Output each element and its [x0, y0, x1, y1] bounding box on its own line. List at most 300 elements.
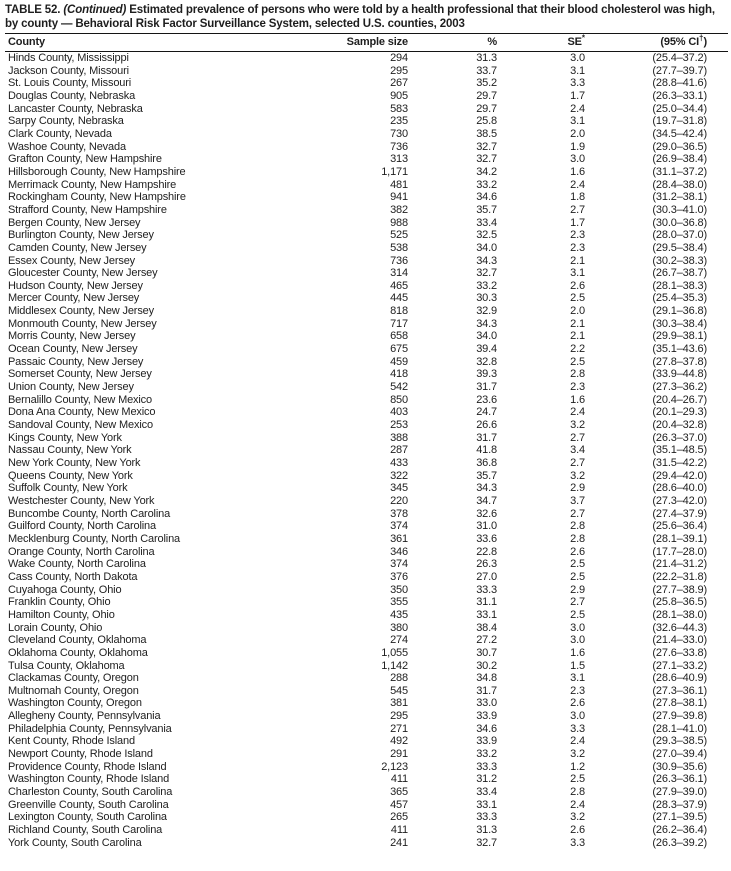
- table-row: [5, 229, 728, 242]
- se-cell: 2.8: [570, 368, 585, 381]
- percent-cell: 34.3: [476, 317, 497, 330]
- ci-cell: (27.6–33.8): [652, 646, 707, 659]
- percent-cell: 33.9: [476, 710, 497, 723]
- county-cell: Hudson County, New Jersey: [8, 279, 143, 292]
- percent-cell: 32.6: [476, 507, 497, 520]
- percent-cell: 31.0: [476, 520, 497, 533]
- table-row: [5, 115, 728, 128]
- table-row: [5, 166, 728, 179]
- se-cell: 2.3: [570, 381, 585, 394]
- sample-size-cell: 294: [390, 52, 408, 64]
- county-cell: Hinds County, Mississippi: [8, 52, 129, 64]
- county-cell: Bernalillo County, New Mexico: [8, 393, 153, 406]
- sample-size-cell: 295: [390, 710, 408, 723]
- table-row: [5, 242, 728, 255]
- percent-cell: 30.7: [476, 646, 497, 659]
- percent-cell: 34.0: [476, 241, 497, 254]
- ci-cell: (27.7–38.9): [652, 583, 707, 596]
- county-cell: Lexington County, South Carolina: [8, 811, 167, 824]
- sample-size-cell: 314: [390, 267, 408, 280]
- county-cell: Jackson County, Missouri: [8, 64, 129, 77]
- sample-size-cell: 411: [390, 824, 408, 837]
- col-header-ci-label: (95% CI: [660, 36, 700, 48]
- table-row: [5, 457, 728, 470]
- percent-cell: 35.2: [476, 77, 497, 90]
- percent-cell: 33.9: [476, 735, 497, 748]
- table-row: [5, 723, 728, 736]
- county-cell: Hamilton County, Ohio: [8, 608, 115, 621]
- sample-size-cell: 345: [390, 482, 408, 495]
- county-cell: York County, South Carolina: [8, 836, 142, 849]
- sample-size-cell: 736: [390, 140, 408, 153]
- ci-cell: (21.4–33.0): [652, 634, 707, 647]
- table-row: [5, 90, 728, 103]
- percent-cell: 30.2: [476, 659, 497, 672]
- percent-cell: 36.8: [476, 457, 497, 469]
- county-cell: Cass County, North Dakota: [8, 570, 138, 583]
- county-cell: Douglas County, Nebraska: [8, 89, 136, 102]
- se-cell: 2.5: [570, 773, 585, 786]
- percent-cell: 32.7: [476, 153, 497, 166]
- county-cell: Philadelphia County, Pennsylvania: [8, 722, 172, 735]
- ci-cell: (25.6–36.4): [652, 520, 707, 533]
- ci-cell: (29.4–42.0): [652, 469, 707, 482]
- percent-cell: 33.2: [476, 748, 497, 761]
- ci-cell: (28.1–38.3): [652, 279, 707, 292]
- county-cell: Passaic County, New Jersey: [8, 355, 144, 368]
- table-row: [5, 381, 728, 394]
- ci-cell: (35.1–43.6): [652, 343, 707, 356]
- table-row: [5, 622, 728, 635]
- table-row: [5, 761, 728, 774]
- table-body: [5, 52, 728, 850]
- se-cell: 3.2: [570, 811, 585, 824]
- se-cell: 3.7: [570, 494, 585, 507]
- percent-cell: 33.4: [476, 786, 497, 799]
- sample-size-cell: 381: [390, 697, 408, 710]
- county-cell: Gloucester County, New Jersey: [8, 267, 158, 280]
- percent-cell: 34.3: [476, 254, 497, 267]
- county-cell: Burlington County, New Jersey: [8, 229, 154, 242]
- sample-size-cell: 220: [390, 494, 408, 507]
- percent-cell: 31.3: [476, 824, 497, 837]
- ci-cell: (19.7–31.8): [652, 115, 707, 128]
- percent-cell: 26.6: [476, 419, 497, 432]
- col-header-se-label: SE: [567, 36, 582, 48]
- ci-cell: (27.9–39.0): [652, 786, 707, 799]
- se-cell: 3.3: [570, 77, 585, 90]
- sample-size-cell: 459: [390, 355, 408, 368]
- county-cell: Suffolk County, New York: [8, 482, 128, 495]
- se-cell: 1.6: [570, 165, 585, 178]
- county-cell: Strafford County, New Hampshire: [8, 203, 167, 216]
- table-row: [5, 128, 728, 141]
- ci-cell: (29.3–38.5): [652, 735, 707, 748]
- table-row: [5, 204, 728, 217]
- sample-size-cell: 287: [390, 444, 408, 457]
- ci-cell: (28.3–37.9): [652, 798, 707, 811]
- table-row: [5, 267, 728, 280]
- percent-cell: 31.7: [476, 684, 497, 697]
- ci-cell: (25.8–36.5): [652, 596, 707, 609]
- ci-cell: (29.9–38.1): [652, 330, 707, 343]
- county-cell: Lancaster County, Nebraska: [8, 102, 143, 115]
- table-row: [5, 609, 728, 622]
- se-cell: 3.3: [570, 836, 585, 849]
- sample-size-cell: 736: [390, 254, 408, 267]
- percent-cell: 32.7: [476, 836, 497, 849]
- ci-cell: (28.6–40.0): [652, 482, 707, 495]
- table-row: [5, 65, 728, 78]
- county-cell: Clark County, Nevada: [8, 127, 112, 140]
- se-cell: 2.4: [570, 178, 585, 191]
- percent-cell: 33.4: [476, 216, 497, 229]
- table-row: [5, 356, 728, 369]
- sample-size-cell: 411: [390, 773, 408, 786]
- county-cell: Queens County, New York: [8, 469, 133, 482]
- ci-cell: (32.6–44.3): [652, 621, 707, 634]
- table-row: [5, 141, 728, 154]
- percent-cell: 29.7: [476, 89, 497, 102]
- sample-size-cell: 376: [390, 570, 408, 583]
- sample-size-cell: 382: [390, 203, 408, 216]
- county-cell: Greenville County, South Carolina: [8, 798, 169, 811]
- table-row: [5, 824, 728, 837]
- table-row: [5, 660, 728, 673]
- sample-size-cell: 388: [390, 431, 408, 444]
- se-cell: 3.0: [570, 52, 585, 64]
- se-cell: 2.7: [570, 507, 585, 520]
- sample-size-cell: 542: [390, 381, 408, 394]
- ci-cell: (27.9–39.8): [652, 710, 707, 723]
- sample-size-cell: 481: [390, 178, 408, 191]
- ci-cell: (26.3–33.1): [652, 89, 707, 102]
- se-cell: 3.1: [570, 267, 585, 280]
- table-row: [5, 280, 728, 293]
- percent-cell: 31.1: [476, 596, 497, 609]
- se-footnote-marker: *: [581, 33, 585, 43]
- percent-cell: 31.2: [476, 773, 497, 786]
- sample-size-cell: 241: [390, 836, 408, 849]
- county-cell: Middlesex County, New Jersey: [8, 305, 154, 318]
- table-row: [5, 191, 728, 204]
- se-cell: 3.2: [570, 748, 585, 761]
- ci-cell: (35.1–48.5): [652, 444, 707, 457]
- ci-cell: (28.1–41.0): [652, 722, 707, 735]
- ci-cell: (29.0–36.5): [652, 140, 707, 153]
- percent-cell: 34.8: [476, 672, 497, 685]
- table-row: [5, 482, 728, 495]
- se-cell: 2.4: [570, 406, 585, 419]
- se-cell: 3.0: [570, 634, 585, 647]
- percent-cell: 33.1: [476, 798, 497, 811]
- percent-cell: 31.7: [476, 381, 497, 394]
- col-header-se: [497, 34, 585, 52]
- se-cell: 2.2: [570, 343, 585, 356]
- table-row: [5, 255, 728, 268]
- percent-cell: 32.8: [476, 355, 497, 368]
- se-cell: 3.2: [570, 419, 585, 432]
- percent-cell: 33.3: [476, 811, 497, 824]
- percent-cell: 33.3: [476, 583, 497, 596]
- sample-size-cell: 941: [390, 191, 408, 204]
- county-cell: Union County, New Jersey: [8, 381, 134, 394]
- table-row: [5, 546, 728, 559]
- county-cell: Morris County, New Jersey: [8, 330, 136, 343]
- ci-cell: (31.5–42.2): [652, 457, 707, 469]
- percent-cell: 33.0: [476, 697, 497, 710]
- sample-size-cell: 313: [390, 153, 408, 166]
- table-row: [5, 77, 728, 90]
- ci-cell: (17.7–28.0): [652, 545, 707, 558]
- table-row: [5, 305, 728, 318]
- table-title-text: Estimated prevalence of persons who were told by a health professional that their blood cholesterol was high, by county — Behavioral Risk Factor Surveillance System, selected U.S. counties, 2003: [5, 4, 715, 30]
- sample-size-cell: 374: [390, 520, 408, 533]
- table-row: [5, 495, 728, 508]
- sample-size-cell: 545: [390, 684, 408, 697]
- percent-cell: 34.6: [476, 722, 497, 735]
- county-cell: Hillsborough County, New Hampshire: [8, 165, 186, 178]
- sample-size-cell: 717: [390, 317, 408, 330]
- county-cell: Lorain County, Ohio: [8, 621, 103, 634]
- ci-cell: (29.5–38.4): [652, 241, 707, 254]
- percent-cell: 38.5: [476, 127, 497, 140]
- se-cell: 2.8: [570, 520, 585, 533]
- se-cell: 1.6: [570, 393, 585, 406]
- prevalence-table: [5, 33, 728, 849]
- se-cell: 1.7: [570, 89, 585, 102]
- percent-cell: 23.6: [476, 393, 497, 406]
- se-cell: 2.5: [570, 570, 585, 583]
- ci-cell: (30.9–35.6): [652, 760, 707, 773]
- sample-size-cell: 361: [390, 532, 408, 545]
- ci-cell: (27.4–37.9): [652, 507, 707, 520]
- sample-size-cell: 1,055: [381, 646, 408, 659]
- table-row: [5, 672, 728, 685]
- sample-size-cell: 818: [390, 305, 408, 318]
- sample-size-cell: 322: [390, 469, 408, 482]
- table-row: [5, 103, 728, 116]
- ci-cell: (33.9–44.8): [652, 368, 707, 381]
- county-cell: Ocean County, New Jersey: [8, 343, 138, 356]
- ci-cell: (28.4–38.0): [652, 178, 707, 191]
- table-row: [5, 533, 728, 546]
- se-cell: 2.7: [570, 596, 585, 609]
- col-header-percent-label: %: [487, 36, 497, 48]
- ci-cell: (27.1–33.2): [652, 659, 707, 672]
- ci-cell: (30.2–38.3): [652, 254, 707, 267]
- sample-size-cell: 435: [390, 608, 408, 621]
- table-row: [5, 394, 728, 407]
- sample-size-cell: 271: [390, 722, 408, 735]
- county-cell: Wake County, North Carolina: [8, 558, 146, 571]
- ci-cell: (31.1–37.2): [652, 165, 707, 178]
- sample-size-cell: 403: [390, 406, 408, 419]
- ci-cell: (30.0–36.8): [652, 216, 707, 229]
- sample-size-cell: 235: [390, 115, 408, 128]
- county-cell: Sarpy County, Nebraska: [8, 115, 124, 128]
- county-cell: Cleveland County, Oklahoma: [8, 634, 147, 647]
- county-cell: Mecklenburg County, North Carolina: [8, 532, 181, 545]
- col-header-county-label: County: [8, 36, 45, 48]
- percent-cell: 25.8: [476, 115, 497, 128]
- percent-cell: 35.7: [476, 203, 497, 216]
- county-cell: Dona Ana County, New Mexico: [8, 406, 156, 419]
- ci-cell: (27.0–39.4): [652, 748, 707, 761]
- table-title: [5, 4, 730, 31]
- county-cell: Richland County, South Carolina: [8, 824, 163, 837]
- se-cell: 1.7: [570, 216, 585, 229]
- ci-cell: (27.7–39.7): [652, 64, 707, 77]
- sample-size-cell: 445: [390, 292, 408, 305]
- percent-cell: 34.2: [476, 165, 497, 178]
- table-row: [5, 735, 728, 748]
- sample-size-cell: 457: [390, 798, 408, 811]
- county-cell: Buncombe County, North Carolina: [8, 507, 171, 520]
- percent-cell: 39.4: [476, 343, 497, 356]
- percent-cell: 34.6: [476, 191, 497, 204]
- sample-size-cell: 905: [390, 89, 408, 102]
- county-cell: Somerset County, New Jersey: [8, 368, 152, 381]
- county-cell: Washington County, Rhode Island: [8, 773, 170, 786]
- se-cell: 3.0: [570, 710, 585, 723]
- county-cell: Guilford County, North Carolina: [8, 520, 156, 533]
- sample-size-cell: 378: [390, 507, 408, 520]
- ci-cell: (27.3–36.1): [652, 684, 707, 697]
- col-header-ci: [585, 34, 728, 52]
- percent-cell: 32.7: [476, 140, 497, 153]
- col-header-ci-close: ): [703, 36, 707, 48]
- sample-size-cell: 291: [390, 748, 408, 761]
- se-cell: 2.5: [570, 355, 585, 368]
- se-cell: 2.9: [570, 482, 585, 495]
- se-cell: 2.3: [570, 241, 585, 254]
- sample-size-cell: 1,171: [381, 165, 408, 178]
- ci-cell: (27.8–38.1): [652, 697, 707, 710]
- percent-cell: 30.3: [476, 292, 497, 305]
- table-row: [5, 153, 728, 166]
- table-row: [5, 596, 728, 609]
- se-cell: 2.1: [570, 330, 585, 343]
- ci-cell: (30.3–38.4): [652, 317, 707, 330]
- percent-cell: 34.7: [476, 494, 497, 507]
- se-cell: 2.3: [570, 229, 585, 242]
- se-cell: 2.6: [570, 697, 585, 710]
- county-cell: Tulsa County, Oklahoma: [8, 659, 125, 672]
- percent-cell: 33.7: [476, 64, 497, 77]
- county-cell: New York County, New York: [8, 457, 141, 469]
- county-cell: Newport County, Rhode Island: [8, 748, 153, 761]
- percent-cell: 39.3: [476, 368, 497, 381]
- se-cell: 2.0: [570, 127, 585, 140]
- ci-cell: (25.0–34.4): [652, 102, 707, 115]
- table-row: [5, 520, 728, 533]
- se-cell: 2.4: [570, 102, 585, 115]
- table-row: [5, 318, 728, 331]
- county-cell: Multnomah County, Oregon: [8, 684, 139, 697]
- col-header-sample-size: [305, 34, 408, 52]
- table-row: [5, 444, 728, 457]
- se-cell: 1.2: [570, 760, 585, 773]
- table-row: [5, 292, 728, 305]
- ci-cell: (20.4–26.7): [652, 393, 707, 406]
- county-cell: Washoe County, Nevada: [8, 140, 126, 153]
- se-cell: 2.1: [570, 317, 585, 330]
- table-row: [5, 685, 728, 698]
- sample-size-cell: 288: [390, 672, 408, 685]
- se-cell: 1.8: [570, 191, 585, 204]
- percent-cell: 27.2: [476, 634, 497, 647]
- table-row: [5, 647, 728, 660]
- county-cell: Orange County, North Carolina: [8, 545, 155, 558]
- ci-cell: (26.9–38.4): [652, 153, 707, 166]
- table-row: [5, 811, 728, 824]
- percent-cell: 35.7: [476, 469, 497, 482]
- ci-cell: (26.2–36.4): [652, 824, 707, 837]
- ci-cell: (26.3–39.2): [652, 836, 707, 849]
- percent-cell: 34.0: [476, 330, 497, 343]
- se-cell: 2.7: [570, 457, 585, 469]
- percent-cell: 22.8: [476, 545, 497, 558]
- table-row: [5, 584, 728, 597]
- county-cell: Bergen County, New Jersey: [8, 216, 141, 229]
- ci-cell: (28.1–38.0): [652, 608, 707, 621]
- ci-cell: (22.2–31.8): [652, 570, 707, 583]
- table-row: [5, 343, 728, 356]
- ci-cell: (20.1–29.3): [652, 406, 707, 419]
- table-row: [5, 837, 728, 850]
- sample-size-cell: 350: [390, 583, 408, 596]
- table-row: [5, 786, 728, 799]
- se-cell: 1.5: [570, 659, 585, 672]
- percent-cell: 24.7: [476, 406, 497, 419]
- sample-size-cell: 374: [390, 558, 408, 571]
- sample-size-cell: 365: [390, 786, 408, 799]
- table-row: [5, 52, 728, 65]
- se-cell: 2.3: [570, 684, 585, 697]
- sample-size-cell: 295: [390, 64, 408, 77]
- county-cell: Nassau County, New York: [8, 444, 132, 457]
- sample-size-cell: 380: [390, 621, 408, 634]
- ci-cell: (27.8–37.8): [652, 355, 707, 368]
- county-cell: Charleston County, South Carolina: [8, 786, 173, 799]
- percent-cell: 29.7: [476, 102, 497, 115]
- se-cell: 2.9: [570, 583, 585, 596]
- percent-cell: 32.9: [476, 305, 497, 318]
- county-cell: Franklin County, Ohio: [8, 596, 111, 609]
- table-row: [5, 634, 728, 647]
- table-row: [5, 558, 728, 571]
- table-row: [5, 179, 728, 192]
- sample-size-cell: 492: [390, 735, 408, 748]
- sample-size-cell: 988: [390, 216, 408, 229]
- county-cell: Mercer County, New Jersey: [8, 292, 140, 305]
- sample-size-cell: 274: [390, 634, 408, 647]
- ci-cell: (27.3–36.2): [652, 381, 707, 394]
- ci-cell: (20.4–32.8): [652, 419, 707, 432]
- se-cell: 2.5: [570, 608, 585, 621]
- county-cell: Sandoval County, New Mexico: [8, 419, 153, 432]
- county-cell: Oklahoma County, Oklahoma: [8, 646, 148, 659]
- ci-cell: (27.3–42.0): [652, 494, 707, 507]
- table-row: [5, 368, 728, 381]
- se-cell: 2.6: [570, 279, 585, 292]
- sample-size-cell: 2,123: [381, 760, 408, 773]
- se-cell: 3.0: [570, 621, 585, 634]
- table-row: [5, 773, 728, 786]
- county-cell: Washington County, Oregon: [8, 697, 142, 710]
- col-header-county: [5, 34, 305, 52]
